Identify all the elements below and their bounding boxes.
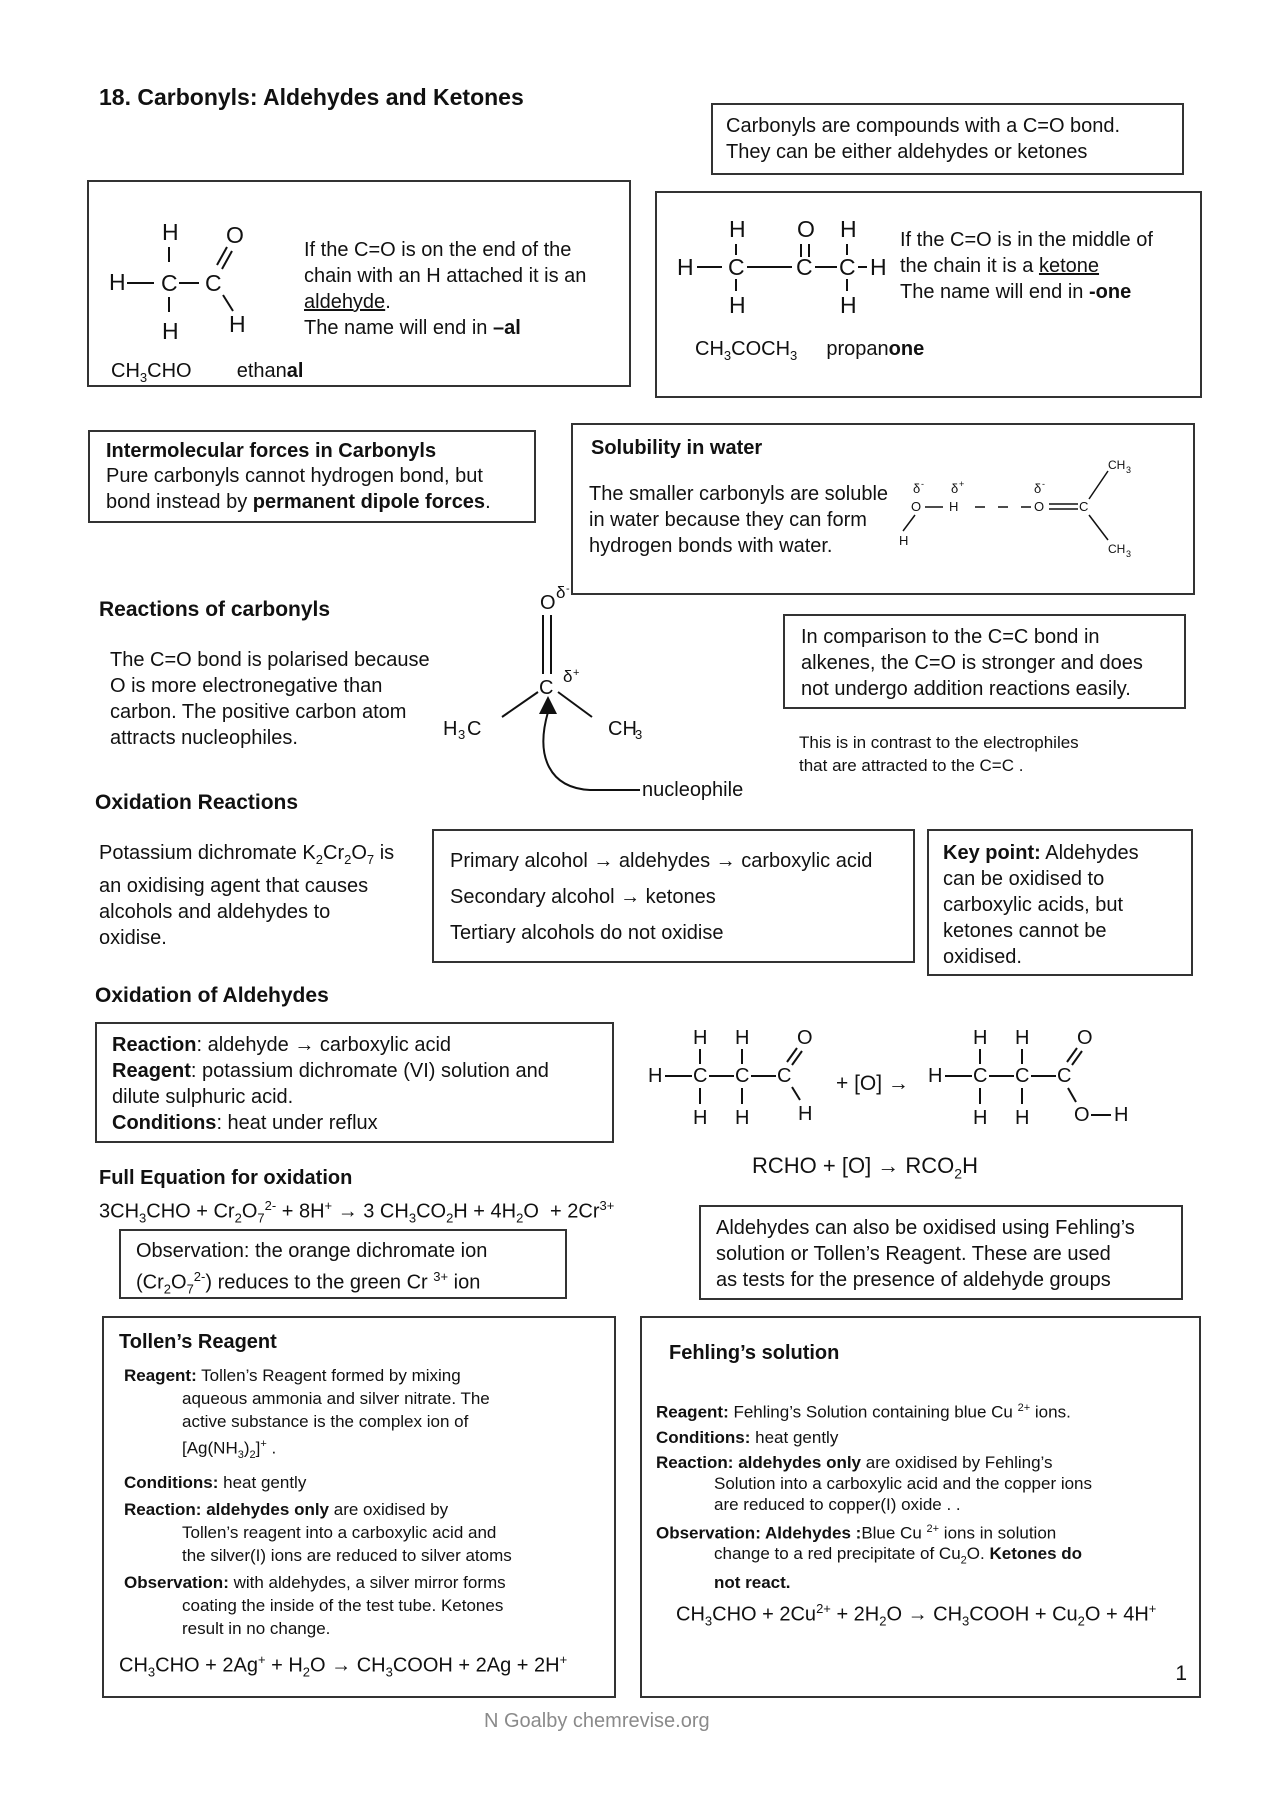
contrast-line-1: This is in contrast to the electrophiles — [799, 733, 1079, 752]
svg-text:O: O — [1077, 1027, 1093, 1049]
svg-text:-: - — [1042, 479, 1045, 489]
svg-text:δ: δ — [563, 667, 573, 686]
imf-line-1: Pure carbonyls cannot hydrogen bond, but — [106, 465, 483, 487]
tollens-reagent-line-2: aqueous ammonia and silver nitrate. The — [182, 1389, 490, 1408]
key-point-text-1: Aldehydes — [1040, 842, 1139, 864]
key-point-label: Key point: — [943, 842, 1041, 864]
dichromate-line-1b: is — [374, 842, 395, 864]
fehlings-conditions-label: Conditions: — [656, 1427, 751, 1447]
tollens-equation: $CH_3CHO + 2Ag^+ + H_2O$ → $CH_3COOH + 2Ag + 2H^+$ — [119, 1652, 568, 1680]
comparison-line-2: alkenes, the C=O is stronger and does — [801, 652, 1143, 674]
reagent-label: Reagent — [112, 1060, 191, 1082]
fehlings-conditions-text: heat gently — [750, 1427, 839, 1447]
fehlings-observation-bold: Aldehydes : — [760, 1523, 862, 1543]
nucleophile-label: nucleophile — [642, 779, 744, 801]
svg-text:H: H — [1015, 1027, 1030, 1049]
ethanal-structure — [99, 207, 279, 347]
imf-bold: permanent dipole forces — [252, 491, 486, 513]
svg-text:C: C — [796, 254, 813, 280]
svg-text:H: H — [162, 219, 179, 245]
svg-text:H: H — [949, 499, 959, 514]
svg-text:C: C — [1057, 1065, 1072, 1087]
svg-text:δ: δ — [951, 481, 959, 496]
fehlings-body — [656, 1398, 1196, 1593]
reaction-line — [112, 1032, 612, 1058]
solubility-line-1: The smaller carbonyls are soluble — [589, 483, 889, 505]
svg-text:H: H — [798, 1103, 813, 1125]
nucleophile-attack-diagram — [440, 582, 760, 802]
reactions-line-3: carbon. The positive carbon atom — [110, 701, 407, 723]
observation-line-1: Observation: the orange dichromate ion — [136, 1240, 488, 1262]
svg-text:H: H — [1114, 1104, 1129, 1126]
observation-line-2-end: ion — [448, 1271, 481, 1294]
ketone-line-3-text: The name will end in — [900, 281, 1089, 303]
solubility-box — [571, 423, 1195, 595]
svg-text:CH: CH — [1108, 542, 1126, 556]
solubility-text — [589, 481, 888, 559]
reactions-text — [110, 647, 430, 751]
intro-box — [711, 103, 1184, 175]
svg-text:C: C — [735, 1065, 750, 1087]
fehlings-observation-line-2a: change to a red precipitate of Cu — [714, 1544, 961, 1564]
svg-text:H: H — [899, 533, 909, 548]
aldehyde-dot: . — [385, 291, 391, 313]
ethanal-label — [111, 358, 303, 391]
svg-text:H: H — [735, 1027, 750, 1049]
general-equation-text: RCHO + [O] → RCO — [752, 1153, 955, 1178]
ethanal-formula: $CH_3CHO$ — [111, 360, 192, 385]
svg-text:C: C — [467, 718, 482, 740]
fehlings-observation-bold-2: Ketones do — [989, 1544, 1083, 1564]
contrast-note — [799, 731, 1079, 777]
fehlings-observation-line-1: Observation: Aldehydes :Blue Cu $^{2+}$ ions in solution — [656, 1522, 1057, 1543]
svg-text:C: C — [161, 270, 178, 296]
tollens-body — [124, 1364, 614, 1640]
svg-text:C: C — [205, 270, 222, 296]
tollens-reaction-line-3: the silver(I) ions are reduced to silver atoms — [182, 1546, 512, 1566]
dichromate-line-4: oxidise. — [99, 927, 167, 949]
solubility-line-3: hydrogen bonds with water. — [589, 535, 833, 557]
imf-line-2 — [106, 489, 534, 515]
oxidation-heading: Oxidation Reactions — [95, 791, 299, 814]
aldehyde-tests-line-1: Aldehydes can also be oxidised using Fehling’s — [716, 1217, 1135, 1239]
svg-text:C: C — [693, 1065, 708, 1087]
svg-text:-: - — [566, 583, 570, 595]
solubility-heading: Solubility in water — [591, 437, 763, 459]
fehlings-equation: $CH_3CHO + 2Cu^{2+} + 2H_2O$ → $CH_3COOH + Cu_2O + 4H^+$ — [676, 1601, 1157, 1629]
fehlings-reagent-line: Reagent: Fehling’s Solution containing blue Cu $^{2+}$ ions. — [656, 1402, 1071, 1422]
page-number: 1 — [1175, 1662, 1187, 1685]
svg-text:3: 3 — [1126, 465, 1132, 475]
imf-line-2c: . — [485, 491, 491, 513]
aldehyde-suffix-text: The name will end in — [304, 317, 493, 339]
svg-text:H: H — [973, 1027, 988, 1049]
fehlings-observation-bold-3: not react. — [714, 1572, 791, 1592]
fehlings-conditions-line — [656, 1427, 1196, 1448]
dichromate-line-1: Potassium dichromate $K_2Cr_2O_7$ is — [99, 842, 395, 867]
key-point-line-3: carboxylic acids, but — [943, 894, 1124, 916]
tollens-reaction-line-1 — [124, 1498, 614, 1521]
svg-text:H: H — [840, 216, 857, 242]
aldehyde-line-1: If the C=O is on the end of the — [304, 239, 572, 261]
fehlings-observation-line-2b: O. — [966, 1544, 990, 1564]
intro-line-1: Carbonyls are compounds with a C=O bond. — [726, 115, 1121, 137]
propanone-formula: $CH_3COCH_3$ — [695, 338, 798, 363]
svg-text:H: H — [729, 292, 746, 318]
fehlings-observation-label: Observation: — [656, 1523, 761, 1543]
contrast-line-2: that are attracted to the C=C . — [799, 756, 1024, 775]
svg-text:C: C — [1015, 1065, 1030, 1087]
page-title: 18. Carbonyls: Aldehydes and Ketones — [99, 84, 524, 110]
tollens-reagent-line-3: active substance is the complex ion of — [182, 1412, 469, 1431]
svg-text:H: H — [870, 254, 887, 280]
tollens-conditions-label: Conditions: — [124, 1473, 219, 1493]
svg-text:C: C — [728, 254, 745, 280]
conditions-line — [112, 1110, 612, 1136]
general-equation: RCHO + $[O] \to RCO_2H$ — [752, 1153, 978, 1182]
tollens-reaction-label: Reaction: — [124, 1500, 202, 1520]
reagent-text-1: : potassium dichromate (VI) solution and — [190, 1060, 549, 1082]
imf-box — [88, 430, 536, 523]
propanone-structure — [677, 211, 897, 331]
propanone-name-end: one — [888, 338, 925, 360]
reactions-heading: Reactions of carbonyls — [99, 598, 331, 621]
reaction-text: : aldehyde → carboxylic acid — [196, 1034, 452, 1056]
reactions-line-2: O is more electronegative than — [110, 675, 383, 697]
reagent-line-1 — [112, 1058, 612, 1084]
aldehyde-tests-line-3: as tests for the presence of aldehyde groups — [716, 1269, 1111, 1291]
aldehyde-line-2: chain with an H attached it is an — [304, 265, 587, 287]
conditions-label: Conditions — [112, 1112, 217, 1134]
tollens-observation-line-3: result in no change. — [182, 1619, 331, 1639]
fehlings-box — [640, 1316, 1201, 1698]
observation-line-2: $(Cr_2O_7^{2-})$ reduces to the green Cr $^{3+}$ ion — [136, 1269, 481, 1297]
imf-line-2a: bond instead by — [106, 491, 253, 513]
aldehyde-tests-box — [699, 1205, 1183, 1300]
svg-text:H: H — [648, 1065, 663, 1087]
ketone-suffix: -one — [1088, 281, 1132, 303]
observation-box — [119, 1229, 567, 1299]
aldehyde-tests-line-2: solution or Tollen’s Reagent. These are used — [716, 1243, 1111, 1265]
svg-text:H: H — [840, 292, 857, 318]
primary-alcohol-line: Primary alcohol → aldehydes → carboxylic acid — [450, 850, 873, 872]
ketone-description — [900, 227, 1153, 305]
tollens-observation-line-2: coating the inside of the test tube. Ketones — [182, 1596, 504, 1616]
tollens-observation-line-1 — [124, 1571, 614, 1594]
svg-text:3: 3 — [635, 727, 643, 742]
aldehyde-description — [304, 237, 586, 341]
key-point-line-5: oxidised. — [943, 946, 1022, 968]
svg-text:O: O — [226, 222, 244, 248]
tollens-reagent-label: Reagent: — [124, 1366, 197, 1385]
tollens-observation-text: with aldehydes, a silver mirror forms — [228, 1573, 506, 1593]
svg-text:O: O — [540, 592, 556, 614]
svg-text:H: H — [973, 1107, 988, 1129]
fehlings-reagent-label: Reagent: — [656, 1402, 729, 1422]
aldehyde-word: aldehyde — [304, 291, 386, 313]
fehlings-observation-line-2: change to a red precipitate of $Cu_2O$. Ketones do — [714, 1544, 1083, 1567]
svg-text:H: H — [735, 1107, 750, 1129]
dichromate-text — [99, 840, 394, 951]
svg-text:+: + — [959, 479, 965, 489]
svg-text:H: H — [928, 1065, 943, 1087]
aldehyde-box — [87, 180, 631, 387]
svg-text:O: O — [797, 216, 815, 242]
fehlings-heading: Fehling’s solution — [669, 1342, 840, 1364]
oxidation-aldehydes-heading: Oxidation of Aldehydes — [95, 984, 329, 1007]
hydrogen-bond-diagram — [899, 458, 1193, 585]
svg-text:H: H — [693, 1107, 708, 1129]
svg-text:3: 3 — [1126, 549, 1132, 559]
plus-o-label: + [O] → — [836, 1072, 909, 1095]
tollens-reaction-line-2: Tollen’s reagent into a carboxylic acid and — [182, 1523, 497, 1543]
svg-text:-: - — [921, 479, 924, 489]
svg-text:H: H — [229, 311, 246, 337]
ketone-line-2-text: the chain it is a — [900, 255, 1039, 277]
svg-text:CH: CH — [1108, 458, 1126, 472]
fehlings-reaction-line-1 — [656, 1452, 1196, 1473]
tollens-heading: Tollen’s Reagent — [119, 1331, 277, 1353]
svg-text:C: C — [539, 677, 554, 699]
key-point-line-4: ketones cannot be — [943, 920, 1107, 942]
svg-text:CH: CH — [608, 718, 637, 740]
alcohol-oxidation-box — [432, 829, 915, 963]
reaction-label: Reaction — [112, 1034, 197, 1056]
svg-text:C: C — [1079, 499, 1089, 514]
ethanal-oxidation-diagram — [648, 1020, 1188, 1140]
fehlings-reagent-end: ions. — [1030, 1402, 1071, 1422]
ketone-box — [655, 191, 1202, 398]
ketone-line-3 — [900, 279, 1153, 305]
reactions-line-4: attracts nucleophiles. — [110, 727, 298, 749]
tollens-reaction-text: are oxidised by — [329, 1500, 449, 1520]
observation-line-2-text: ) reduces to the green Cr — [205, 1271, 434, 1294]
fehlings-reaction-line-2: Solution into a carboxylic acid and the copper ions — [714, 1473, 1093, 1493]
svg-text:O: O — [797, 1027, 813, 1049]
tollens-complex-ion: $[Ag(NH_3)_2]^+$ . — [182, 1438, 277, 1462]
svg-text:H: H — [443, 718, 458, 740]
fehlings-observation-text: Blue Cu — [861, 1523, 927, 1543]
propanone-name-stem: propan — [826, 338, 889, 360]
svg-text:C: C — [973, 1065, 988, 1087]
ethanal-name-stem: ethan — [236, 360, 287, 382]
key-point-box — [927, 829, 1193, 976]
aldehyde-line-4 — [304, 315, 586, 341]
svg-text:O: O — [1034, 499, 1045, 514]
key-point-line-2: can be oxidised to — [943, 868, 1105, 890]
svg-text:δ: δ — [1034, 481, 1042, 496]
dichromate-line-2: an oxidising agent that causes — [99, 875, 369, 897]
tertiary-alcohol-line: Tertiary alcohols do not oxidise — [450, 922, 724, 944]
general-equation-end: H — [962, 1153, 978, 1178]
imf-heading: Intermolecular forces in Carbonyls — [106, 440, 437, 462]
svg-text:H: H — [162, 318, 179, 344]
solubility-line-2: in water because they can form — [589, 509, 867, 531]
svg-text:C: C — [839, 254, 856, 280]
svg-text:3: 3 — [458, 727, 466, 742]
tollens-conditions-line — [124, 1471, 614, 1494]
aldehyde-line-3 — [304, 289, 586, 315]
ethanal-name-end: al — [286, 360, 304, 382]
svg-text:H: H — [677, 254, 694, 280]
propanone-label — [695, 336, 924, 369]
svg-text:H: H — [729, 216, 746, 242]
fehlings-reaction-text: are oxidised by Fehling’s — [861, 1452, 1053, 1472]
svg-text:C: C — [777, 1065, 792, 1087]
fehlings-reaction-bold: aldehydes only — [733, 1452, 862, 1472]
svg-text:H: H — [693, 1027, 708, 1049]
fehlings-reaction-line-3: are reduced to copper(I) oxide . . — [714, 1494, 961, 1514]
conditions-text: : heat under reflux — [216, 1112, 378, 1134]
svg-text:O: O — [1074, 1104, 1090, 1126]
tollens-observation-label: Observation: — [124, 1573, 229, 1593]
comparison-line-3: not undergo addition reactions easily. — [801, 678, 1131, 700]
fehlings-observation-line-3 — [656, 1572, 1196, 1593]
fehlings-observation-text-b: ions in solution — [939, 1523, 1057, 1543]
fehlings-reagent-text: Fehling’s Solution containing blue Cu — [728, 1402, 1018, 1422]
intro-line-2: They can be either aldehydes or ketones — [726, 141, 1088, 163]
reactions-line-1: The C=O bond is polarised because — [110, 649, 430, 671]
tollens-reaction-bold: aldehydes only — [201, 1500, 330, 1520]
reagent-line-2: dilute sulphuric acid. — [112, 1086, 294, 1108]
svg-text:δ: δ — [913, 481, 921, 496]
aldehyde-oxidation-box — [95, 1022, 614, 1143]
ketone-line-2 — [900, 253, 1153, 279]
svg-text:O: O — [911, 499, 922, 514]
aldehyde-suffix: –al — [492, 317, 521, 339]
comparison-box — [783, 614, 1186, 709]
svg-text:H: H — [109, 269, 126, 295]
secondary-alcohol-line: Secondary alcohol → ketones — [450, 886, 716, 908]
tollens-reagent-text: Tollen’s Reagent formed by mixing — [196, 1366, 461, 1385]
dichromate-line-1a: Potassium dichromate K — [99, 842, 316, 864]
tollens-box — [102, 1316, 616, 1698]
key-point-line-1 — [943, 840, 1191, 866]
svg-text:δ: δ — [556, 583, 566, 602]
ketone-line-1: If the C=O is in the middle of — [900, 229, 1153, 251]
footer-credit: N Goalby chemrevise.org — [484, 1710, 710, 1732]
svg-text:H: H — [1015, 1107, 1030, 1129]
ketone-word: ketone — [1038, 255, 1100, 277]
full-equation-heading: Full Equation for oxidation — [99, 1167, 353, 1189]
comparison-line-1: In comparison to the C=C bond in — [801, 626, 1100, 648]
dichromate-line-3: alcohols and aldehydes to — [99, 901, 331, 923]
tollens-reagent-line-1 — [124, 1364, 614, 1387]
tollens-conditions-text: heat gently — [218, 1473, 307, 1493]
svg-text:+: + — [573, 667, 580, 679]
full-equation: $3CH_3CHO + Cr_2O_7^{2-} + 8H^+ \to 3$ $CH_3CO_2H + 4H_2O + 2Cr^{3+}$ — [99, 1198, 615, 1226]
fehlings-reaction-label: Reaction: — [656, 1452, 734, 1472]
